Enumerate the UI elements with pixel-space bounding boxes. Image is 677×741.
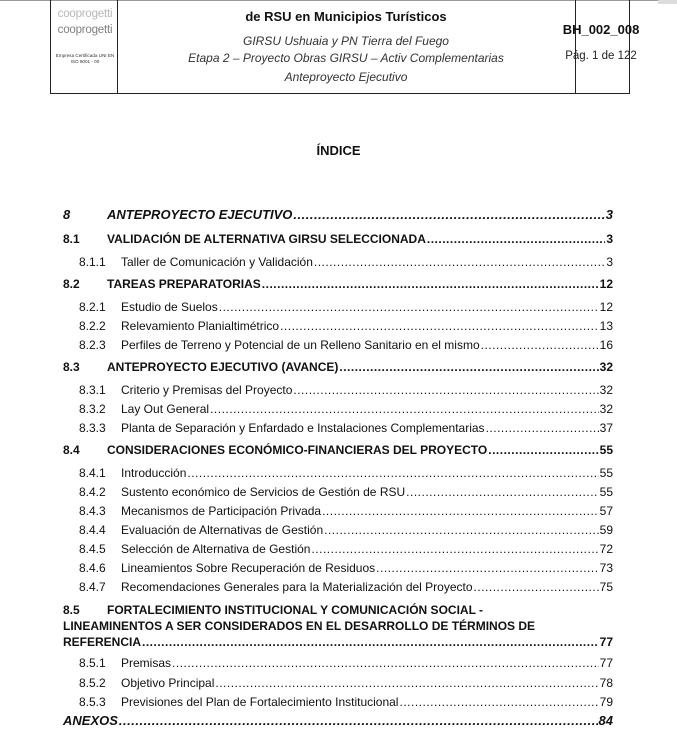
toc-title: Planta de Separación y Enfardado e Instalaciones Complementarias: [121, 421, 485, 435]
toc-number: 8.2.1: [79, 300, 106, 314]
toc-entry[interactable]: [63, 443, 613, 461]
toc-entry[interactable]: [63, 523, 613, 541]
toc-entry[interactable]: [63, 676, 613, 694]
project-line-1: GIRSU Ushuaia y PN Tierra del Fuego: [243, 34, 449, 48]
toc-leader: [314, 255, 605, 269]
toc-number: 8.5: [63, 603, 80, 617]
toc-title-line-1: FORTALECIMIENTO INSTITUCIONAL Y COMUNICACIÓN SOCIAL -: [107, 603, 484, 617]
toc-number: 8.4.6: [79, 561, 106, 575]
toc-number: 8: [63, 207, 71, 222]
toc-entry[interactable]: [63, 277, 613, 295]
toc-number: 8.5.1: [79, 656, 106, 670]
toc-number: 8.3: [63, 360, 80, 374]
toc-page: 73: [599, 561, 613, 575]
toc-page: 3: [606, 255, 613, 269]
toc-title: Introducción: [121, 466, 187, 480]
toc-entry[interactable]: [63, 338, 613, 356]
toc-number: 8.3.1: [79, 383, 106, 397]
toc-page: 37: [599, 421, 613, 435]
title-cell: [117, 0, 576, 93]
toc-leader: [219, 300, 599, 314]
code-cell: [562, 0, 640, 93]
toc-leader: [406, 485, 598, 499]
toc-title: Taller de Comunicación y Validación: [121, 255, 313, 269]
toc-title: Perfiles de Terreno y Potencial de un Relleno Sanitario en el mismo: [121, 338, 480, 352]
logo-cell: [51, 0, 118, 93]
toc-number: 8.2.3: [79, 338, 106, 352]
toc-page: 59: [599, 523, 613, 537]
toc-number: 8.5.2: [79, 676, 106, 690]
toc-page: 12: [599, 300, 613, 314]
toc-leader: [376, 561, 598, 575]
toc-page: 3: [605, 207, 613, 222]
toc-page: 78: [599, 676, 613, 690]
toc-entry[interactable]: [63, 656, 613, 674]
toc-title: ANTEPROYECTO EJECUTIVO (AVANCE): [107, 360, 339, 374]
toc-leader: [486, 421, 599, 435]
document-title: de RSU en Municipios Turísticos: [245, 9, 447, 24]
toc-page: 13: [599, 319, 613, 333]
toc-leader: [210, 402, 599, 416]
toc-entry[interactable]: [63, 207, 613, 225]
toc-page: 32: [599, 383, 613, 397]
toc-leader: [324, 523, 599, 537]
toc-title: Mecanismos de Participación Privada: [121, 504, 322, 518]
toc-entry[interactable]: [63, 504, 613, 522]
toc-title: Estudio de Suelos: [121, 300, 218, 314]
toc-number: 8.4.3: [79, 504, 106, 518]
toc-leader: [215, 676, 598, 690]
toc-leader: [488, 443, 598, 457]
toc-title: Relevamiento Planialtimétrico: [121, 319, 280, 333]
page-indicator: Pág. 1 de 122: [565, 50, 637, 62]
toc-entry[interactable]: [63, 360, 613, 378]
toc-title: Premisas: [121, 656, 172, 670]
toc-page: 77: [599, 656, 613, 670]
toc-page: 32: [599, 360, 613, 374]
toc-entry[interactable]: [63, 561, 613, 579]
toc-entry[interactable]: [63, 580, 613, 598]
toc-page: 75: [599, 580, 613, 594]
toc-page: 3: [606, 232, 613, 246]
toc-number: 8.2.2: [79, 319, 106, 333]
toc-title: Previsiones del Plan de Fortalecimiento Institucional: [121, 695, 399, 709]
window-corner: [658, 0, 677, 4]
index-title: ÍNDICE: [316, 143, 361, 158]
toc-title: Criterio y Premisas del Proyecto: [121, 383, 293, 397]
toc-leader: [474, 580, 599, 594]
toc-title: Objetivo Principal: [121, 676, 215, 690]
project-line-3: Anteproyecto Ejecutivo: [284, 70, 408, 84]
toc-number: 8.4.5: [79, 542, 106, 556]
toc-entry[interactable]: [63, 383, 613, 401]
toc-number: 8.1: [63, 232, 80, 246]
toc-title: TAREAS PREPARATORIAS: [107, 277, 261, 291]
toc-title: Evaluación de Alternativas de Gestión: [121, 523, 324, 537]
toc-leader: [280, 319, 599, 333]
toc-leader: [172, 656, 599, 670]
toc-leader: [293, 383, 598, 397]
toc-title: Lay Out General: [121, 402, 210, 416]
toc-leader: [481, 338, 599, 352]
toc-page: 12: [599, 277, 613, 291]
toc-page: 55: [599, 466, 613, 480]
toc-entry[interactable]: [63, 232, 613, 250]
toc-number: 8.4.1: [79, 466, 106, 480]
toc-entry[interactable]: [63, 402, 613, 420]
toc-entry[interactable]: [63, 695, 613, 713]
toc-number: 8.3.3: [79, 421, 106, 435]
toc-leader: [142, 634, 599, 650]
toc-number: 8.4.4: [79, 523, 106, 537]
toc-entry-multiline[interactable]: [63, 602, 613, 650]
toc-leader: [399, 695, 598, 709]
toc-page: 72: [599, 542, 613, 556]
toc-entry[interactable]: [63, 300, 613, 318]
toc-title: Lineamientos Sobre Recuperación de Residuos: [121, 561, 376, 575]
toc-entry[interactable]: [63, 485, 613, 503]
toc-entry[interactable]: [63, 421, 613, 439]
toc-entry[interactable]: [63, 466, 613, 484]
toc-leader: [322, 504, 599, 518]
toc-number: 8.3.2: [79, 402, 106, 416]
toc-entry[interactable]: [63, 542, 613, 560]
toc-title: CONSIDERACIONES ECONÓMICO-FINANCIERAS DEL PROYECTO: [107, 443, 488, 457]
toc-leader: [187, 466, 598, 480]
company-logo: cooprogetti: [57, 24, 113, 36]
toc-page: 55: [599, 443, 613, 457]
toc-page: 77: [599, 635, 613, 649]
toc-leader: [119, 713, 598, 728]
toc-title: VALIDACIÓN DE ALTERNATIVA GIRSU SELECCIONADA: [107, 232, 426, 246]
toc-page: 16: [599, 338, 613, 352]
toc-page: 57: [599, 504, 613, 518]
toc-leader: [427, 232, 605, 246]
toc-page: 79: [599, 695, 613, 709]
toc-page: 32: [599, 402, 613, 416]
toc-page: 84: [598, 713, 613, 728]
toc-leader: [339, 360, 598, 374]
toc-leader: [311, 542, 598, 556]
toc-entry[interactable]: [63, 255, 613, 273]
document-code: BH_002_008: [562, 22, 640, 37]
certification-caption: Empresa Certificada UNI EN ISO 9001 - 00: [55, 53, 115, 64]
document-header: [50, 0, 640, 94]
toc-number: 8.4: [63, 443, 80, 457]
toc-entry-annexes[interactable]: [63, 713, 613, 731]
toc-title-line-3: REFERENCIA: [63, 635, 142, 649]
toc-leader: [293, 207, 604, 222]
toc-page: 55: [599, 485, 613, 499]
toc-title: Selección de Alternativa de Gestión: [121, 542, 311, 556]
toc-number: 8.4.2: [79, 485, 106, 499]
toc-number: 8.1.1: [79, 255, 106, 269]
toc-title: ANEXOS: [63, 713, 118, 728]
toc-title-line-2: LINEAMINENTOS A SER CONSIDERADOS EN EL DESARROLLO DE TÉRMINOS DE: [63, 619, 536, 633]
toc-number: 8.4.7: [79, 580, 106, 594]
toc-number: 8.5.3: [79, 695, 106, 709]
toc-number: 8.2: [63, 277, 80, 291]
toc-title: Sustento económico de Servicios de Gestión de RSU: [121, 485, 406, 499]
toc-title: ANTEPROYECTO EJECUTIVO: [107, 207, 293, 222]
toc-entry[interactable]: [63, 319, 613, 337]
toc-leader: [262, 277, 599, 291]
project-line-2: Etapa 2 – Proyecto Obras GIRSU – Activ Complementarias: [188, 51, 504, 65]
company-logo-faded: cooprogetti: [57, 8, 113, 20]
toc-title: Recomendaciones Generales para la Materialización del Proyecto: [121, 580, 473, 594]
